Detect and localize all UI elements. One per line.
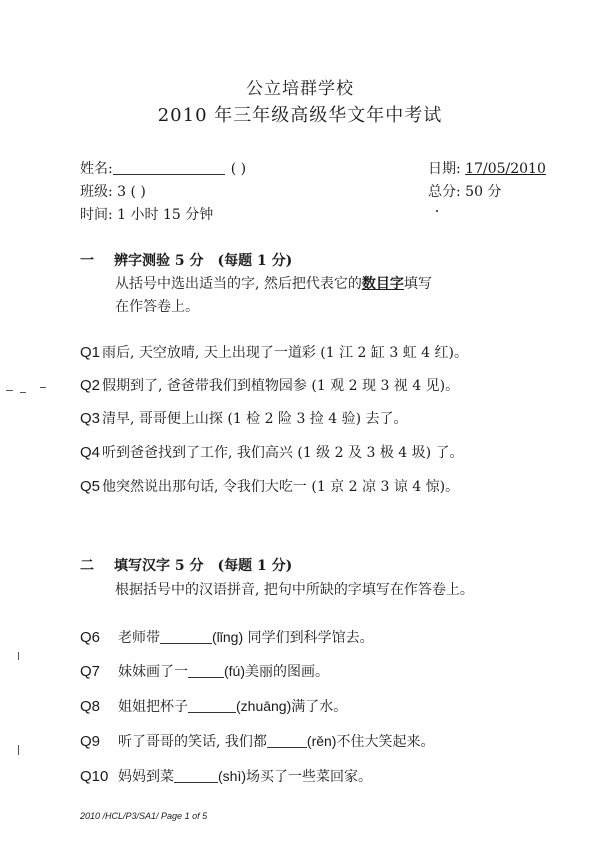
section1-instruction-line1: 从括号中选出适当的字, 然后把代表它的数目字填写 bbox=[115, 276, 432, 292]
pinyin: (lǐng) bbox=[212, 629, 244, 645]
scan-speck bbox=[20, 392, 26, 393]
class-line: 班级: 3 ( ) bbox=[80, 184, 146, 200]
section1-heading bbox=[80, 250, 292, 270]
question-q2: Q2 假期到了, 爸爸带我们到植物园参 (1 观 2 现 3 视 4 见)。 bbox=[80, 377, 460, 394]
question-q3: Q3 清早, 哥哥便上山探 (1 检 2 险 3 捡 4 验) 去了。 bbox=[80, 410, 408, 427]
time-line: 时间: 1 小时 15 分钟 bbox=[80, 207, 214, 223]
answer-blank bbox=[188, 698, 236, 713]
section2-points: (每题 1 分) bbox=[217, 558, 293, 574]
total-score: 总分: 50 分 bbox=[428, 184, 502, 200]
pinyin: (rěn) bbox=[306, 733, 337, 749]
exam-title: 2010 年三年级高级华文年中考试 bbox=[157, 105, 443, 126]
question-q8: Q8 姐姐把杯子 (zhuāng)满了水。 bbox=[80, 698, 348, 715]
section2-number: 二 bbox=[80, 558, 94, 574]
scan-speck bbox=[18, 745, 19, 755]
section2-title: 填写汉字 5 分 bbox=[114, 558, 204, 574]
pinyin: (zhuāng) bbox=[236, 698, 292, 714]
name-blank bbox=[113, 160, 225, 175]
date-label: 日期: bbox=[428, 161, 461, 177]
name-paren: ( ) bbox=[230, 161, 247, 177]
name-line bbox=[80, 158, 246, 178]
scan-speck bbox=[436, 210, 438, 212]
answer-blank bbox=[267, 733, 307, 748]
section1-number: 一 bbox=[80, 253, 94, 269]
school-name: 公立培群学校 bbox=[246, 79, 354, 99]
question-q7: Q7 妹妹画了一 (fú)美丽的图画。 bbox=[80, 663, 329, 680]
question-q6: Q6 老师带 (lǐng) 同学们到科学馆去。 bbox=[80, 629, 374, 646]
pinyin: (fú) bbox=[224, 663, 245, 679]
section1-points: (每题 1 分) bbox=[217, 253, 293, 269]
date-value: 17/05/2010 bbox=[465, 161, 546, 177]
answer-blank bbox=[160, 629, 212, 644]
section1-instruction-line2: 在作答卷上。 bbox=[115, 299, 199, 315]
scan-speck bbox=[18, 652, 19, 660]
scan-speck bbox=[6, 390, 13, 391]
name-label: 姓名: bbox=[80, 161, 113, 177]
answer-blank bbox=[174, 768, 218, 783]
question-q9: Q9 听了哥哥的笑话, 我们都 (rěn)不住大笑起来。 bbox=[80, 733, 435, 750]
question-q1: Q1 雨后, 天空放晴, 天上出现了一道彩 (1 江 2 缸 3 虹 4 红)。 bbox=[80, 344, 468, 361]
date-line bbox=[428, 158, 546, 178]
question-q5: Q5 他突然说出那句话, 令我们大吃一 (1 京 2 凉 3 谅 4 惊)。 bbox=[80, 478, 460, 495]
section2-instruction: 根据括号中的汉语拼音, 把句中所缺的字填写在作答卷上。 bbox=[115, 582, 474, 598]
section1-title: 辨字测验 5 分 bbox=[114, 253, 204, 269]
answer-blank bbox=[188, 663, 224, 678]
section2-heading bbox=[80, 555, 292, 575]
page-footer: 2010 /HCL/P3/SA1/ Page 1 of 5 bbox=[80, 811, 208, 821]
scan-speck bbox=[40, 387, 46, 388]
digit-emphasis: 数目字 bbox=[361, 276, 404, 292]
question-q4: Q4 听到爸爸找到了工作, 我们高兴 (1 级 2 及 3 极 4 圾) 了。 bbox=[80, 444, 464, 461]
pinyin: (shì) bbox=[218, 768, 246, 784]
question-q10: Q10 妈妈到菜 (shì)场买了一些菜回家。 bbox=[80, 768, 372, 785]
